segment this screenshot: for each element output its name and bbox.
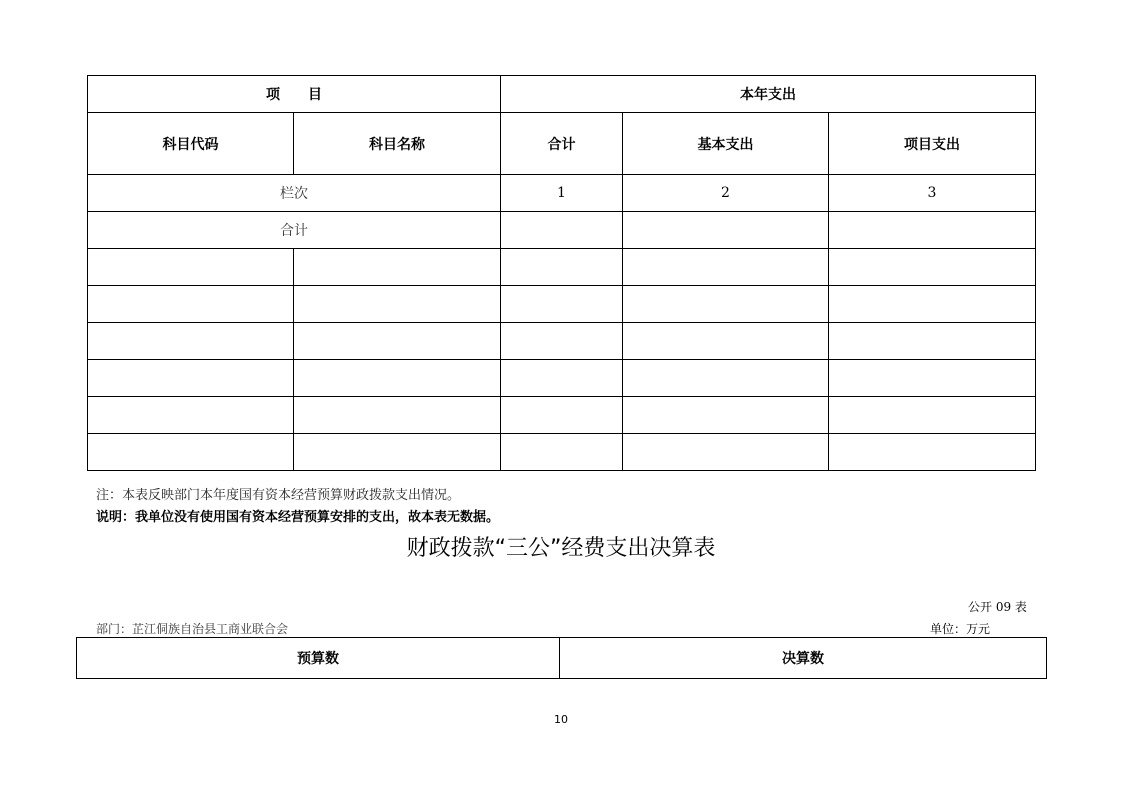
table-row: [88, 434, 1036, 471]
department-label: 部门：芷江侗族自治县工商业联合会: [96, 622, 289, 636]
table-cell: [88, 434, 294, 471]
table-cell: [88, 323, 294, 360]
table-cell: [294, 434, 501, 471]
table-cell: [501, 286, 623, 323]
header-final-account: 决算数: [560, 638, 1047, 679]
table-cell: [88, 360, 294, 397]
table-cell: [623, 286, 829, 323]
table-cell: [88, 397, 294, 434]
column-index-2: 2: [623, 175, 829, 212]
table-cell: [294, 360, 501, 397]
total-cell: [501, 212, 623, 249]
total-cell: [829, 212, 1036, 249]
total-cell: [623, 212, 829, 249]
table-cell: [829, 434, 1036, 471]
table-cell: [501, 397, 623, 434]
table-cell: [501, 434, 623, 471]
table-row: [88, 360, 1036, 397]
table-cell: [623, 360, 829, 397]
table-cell: [88, 249, 294, 286]
section-title: 财政拨款“三公”经费支出决算表: [406, 536, 716, 561]
column-index-label: 栏次: [88, 175, 501, 212]
header-budget: 预算数: [77, 638, 560, 679]
total-row-label: 合计: [88, 212, 501, 249]
table-cell: [501, 323, 623, 360]
table-cell: [294, 286, 501, 323]
state-capital-expenditure-table: [87, 75, 1036, 471]
table-row: [88, 397, 1036, 434]
table-cell: [501, 249, 623, 286]
unit-label: 单位：万元: [930, 622, 991, 636]
table-cell: [829, 286, 1036, 323]
table-cell: [623, 249, 829, 286]
table-cell: [294, 323, 501, 360]
table-row: [88, 249, 1036, 286]
table-cell: [829, 323, 1036, 360]
column-index-3: 3: [829, 175, 1036, 212]
header-basic-expenditure: 基本支出: [623, 113, 829, 175]
table-cell: [294, 397, 501, 434]
column-index-1: 1: [501, 175, 623, 212]
table-cell: [88, 286, 294, 323]
table-cell: [623, 434, 829, 471]
table-cell: [829, 397, 1036, 434]
table-cell: [294, 249, 501, 286]
table-explanation: 说明：我单位没有使用国有资本经营预算安排的支出，故本表无数据。: [96, 510, 500, 525]
table-cell: [623, 397, 829, 434]
table-cell: [829, 360, 1036, 397]
header-current-year-expenditure: 本年支出: [501, 76, 1036, 113]
form-number: 公开 09 表: [968, 600, 1027, 614]
table-cell: [829, 249, 1036, 286]
header-project-expenditure: 项目支出: [829, 113, 1036, 175]
table-note: 注：本表反映部门本年度国有资本经营预算财政拨款支出情况。: [96, 488, 461, 503]
header-subject-name: 科目名称: [294, 113, 501, 175]
three-public-expenses-table: [76, 637, 1047, 679]
table-row: [88, 286, 1036, 323]
header-total: 合计: [501, 113, 623, 175]
table-cell: [623, 323, 829, 360]
header-project: 项 目: [88, 76, 501, 113]
header-subject-code: 科目代码: [88, 113, 294, 175]
table-row: [88, 323, 1036, 360]
page-number: 10: [554, 713, 568, 726]
table-cell: [501, 360, 623, 397]
